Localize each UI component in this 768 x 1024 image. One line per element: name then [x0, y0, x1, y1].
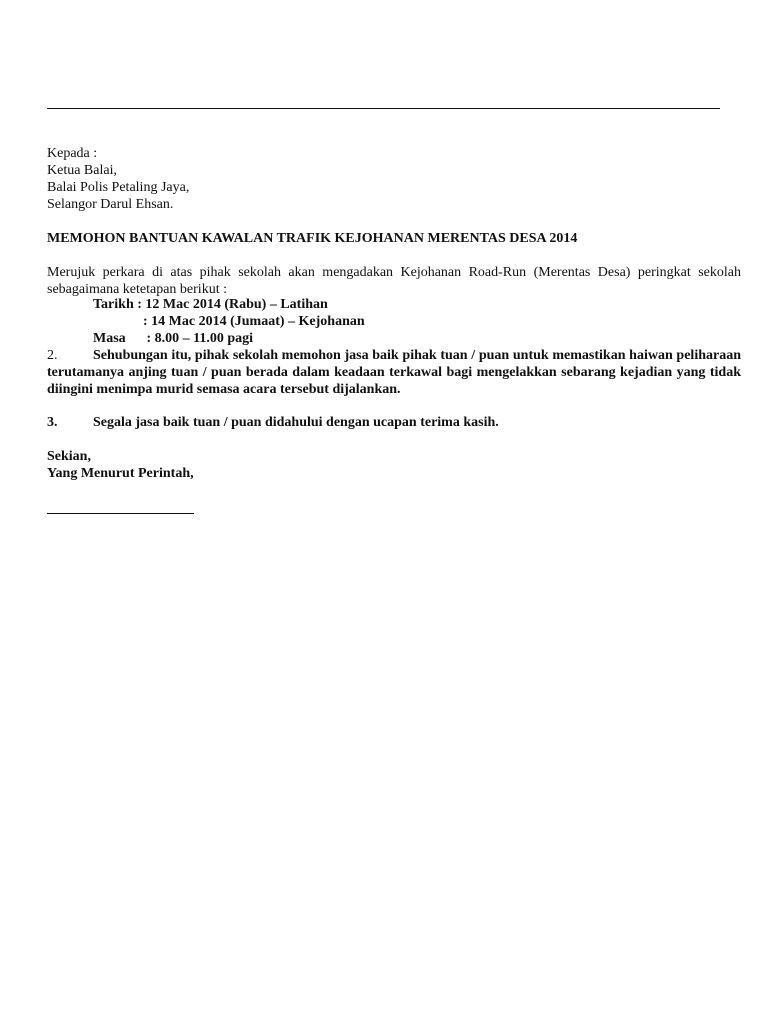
paragraph-2-text: Sehubungan itu, pihak sekolah memohon jasa baik pihak tuan / puan untuk memastikan haiwan peliharaan terutamanya anjing tuan / puan berada dalam keadaan terkawal bagi mengelakkan sebarang kejadian yang tidak diingini menimpa murid semasa acara tersebut dijalankan.	[47, 348, 741, 397]
paragraph-2-number: 2.	[47, 348, 58, 363]
letter-subject: MEMOHON BANTUAN KAWALAN TRAFIK KEJOHANAN MERENTAS DESA 2014	[47, 231, 578, 246]
masa-value: : 8.00 – 11.00 pagi	[146, 331, 254, 346]
address-line-1: Ketua Balai,	[47, 163, 117, 178]
address-salutation: Kepada :	[47, 146, 98, 161]
tarikh-label: Tarikh	[93, 297, 134, 312]
address-line-2: Balai Polis Petaling Jaya,	[47, 180, 190, 195]
schedule-masa-row	[93, 330, 253, 347]
paragraph-3-text: Segala jasa baik tuan / puan didahului dengan ucapan terima kasih.	[93, 415, 499, 430]
address-line-3: Selangor Darul Ehsan.	[47, 197, 174, 212]
paragraph-3	[47, 414, 499, 431]
closing-line-1: Sekian,	[47, 449, 91, 464]
masa-label: Masa	[93, 331, 126, 346]
schedule-tarikh-row-1	[93, 296, 328, 313]
paragraph-3-number: 3.	[47, 415, 58, 430]
closing-line-2: Yang Menurut Perintah,	[47, 466, 194, 481]
header-rule	[47, 108, 720, 109]
tarikh-value-1: : 12 Mac 2014 (Rabu) – Latihan	[137, 297, 328, 312]
tarikh-value-2: : 14 Mac 2014 (Jumaat) – Kejohanan	[143, 314, 365, 329]
intro-paragraph: Merujuk perkara di atas pihak sekolah akan mengadakan Kejohanan Road-Run (Merentas Desa) peringkat sekolah sebagaimana ketetapan berikut :	[47, 265, 741, 297]
schedule-tarikh-row-2	[143, 313, 365, 330]
paragraph-2	[47, 347, 741, 398]
signature-line	[47, 513, 194, 514]
